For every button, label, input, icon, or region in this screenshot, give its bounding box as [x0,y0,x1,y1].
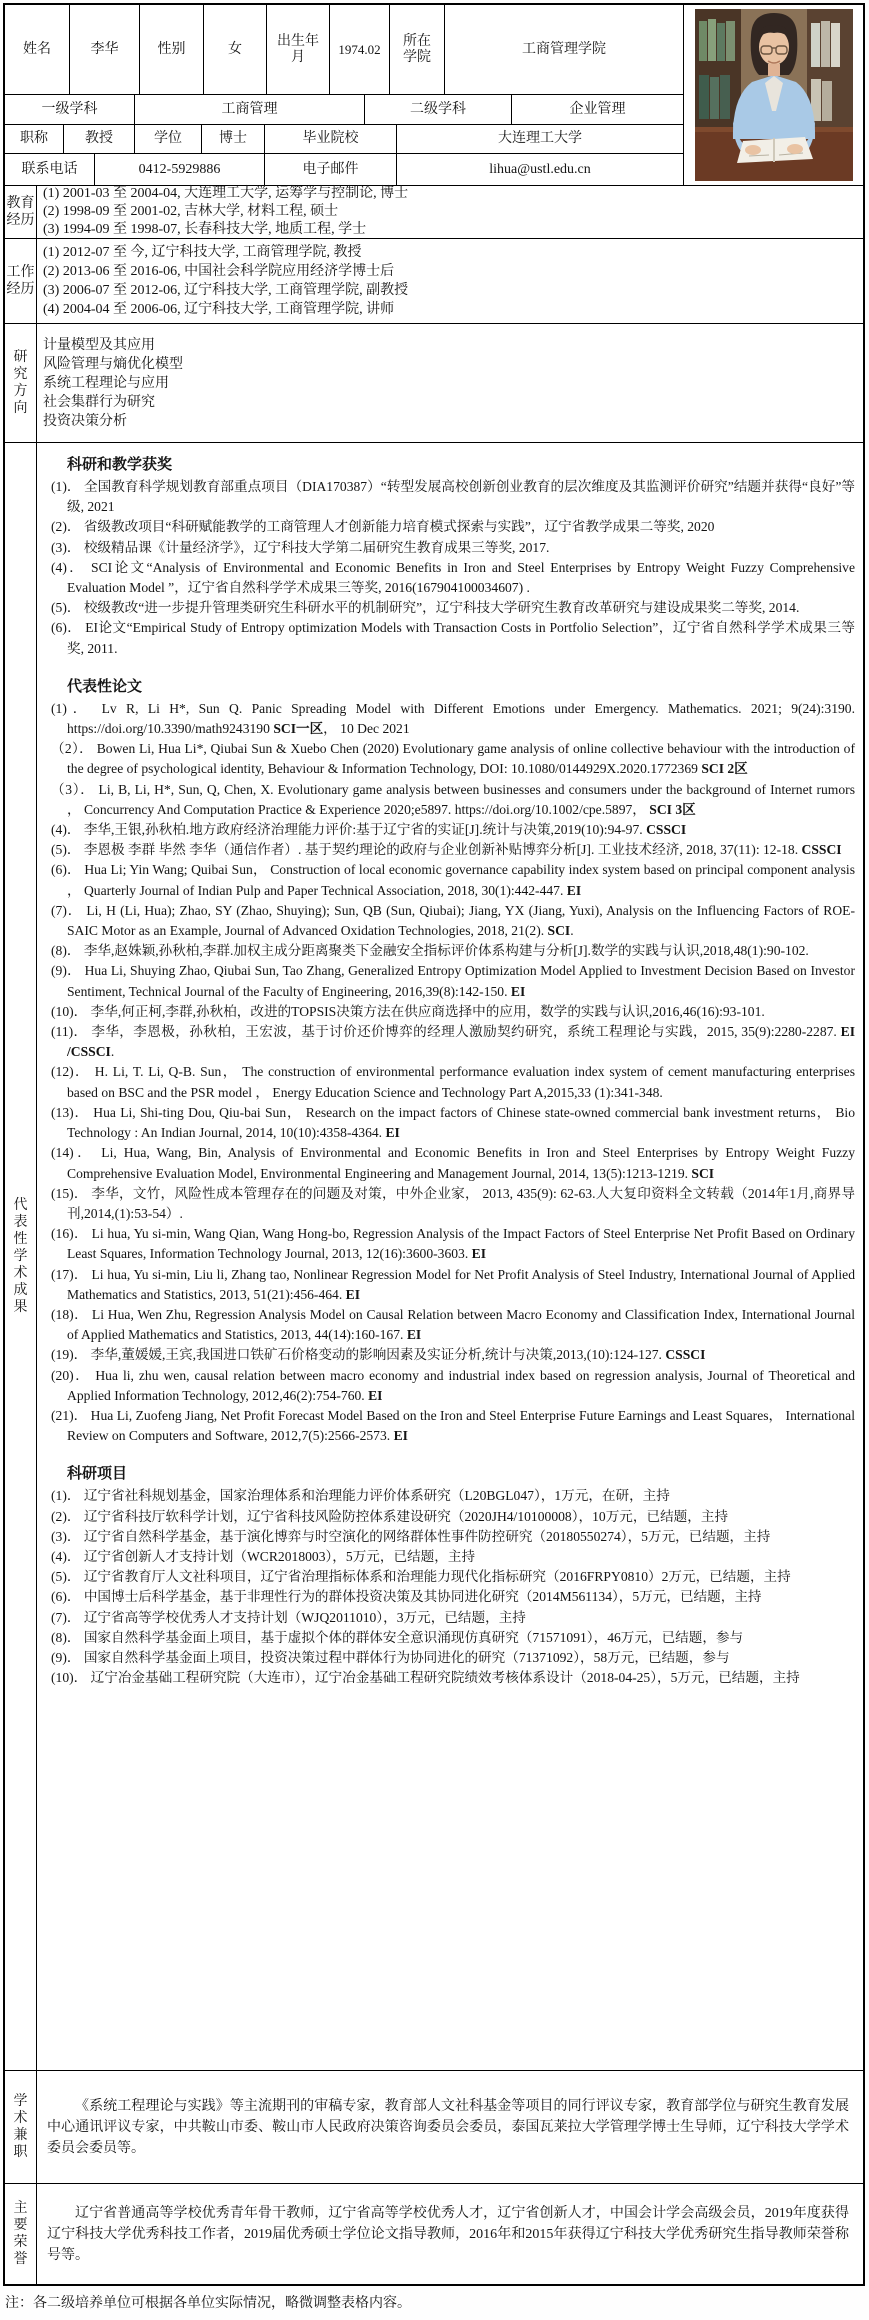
subsection-title: 科研和教学获奖 [67,457,173,473]
phone-label: 联系电话 [5,154,95,186]
list-item: (14)． Li, Hua, Wang, Bin, Analysis of Environmental and Economic Benefits in Iron and Steel Enterprises by Entropy Weight Fuzzy Comprehensive Evaluation Model, Environmental Engineering and Management Journal, 2014, 13(5):1213-1219. SCI [51,1145,855,1181]
section-work [5,239,863,324]
work-content [37,239,863,323]
list-item: (2)． 辽宁省科技厅软科学计划，辽宁省科技风险防控体系建设研究（2020JH4/10100008），10万元，已结题，主持 [51,1508,729,1524]
row-contact [5,154,684,186]
education-label: 教育经历 [5,186,37,238]
email-value: lihua@ustl.edu.cn [397,154,684,186]
alma-value: 大连理工大学 [397,125,684,154]
college-value: 工商管理学院 [445,5,684,95]
email-label: 电子邮件 [265,154,397,186]
text-line: (1) 2012-07 至 今, 辽宁科技大学, 工商管理学院, 教授 [43,245,362,260]
name-value: 李华 [70,5,140,95]
profile-top-block [5,5,863,186]
discipline1-value: 工商管理 [135,95,365,125]
list-item: (4)． 李华,王银,孙秋柏.地方政府经济治理能力评价:基于辽宁省的实证[J].统计与决策,2019(10):94-97. CSSCI [51,822,687,838]
list-item: (17)． Li hua, Yu si-min, Liu li, Zhang tao, Nonlinear Regression Model for Net Profit Analysis of Steel Industry, International Journal of Applied Mathematics and Statistics, 2013, 51(21):456-464. EI [51,1266,855,1302]
text-line: (4) 2004-04 至 2006-06, 辽宁科技大学, 工商管理学院, 讲师 [43,302,395,317]
gender-value: 女 [204,5,267,95]
table-footnote: 注：各二级培养单位可根据各单位实际情况，略微调整表格内容。 [5,2296,411,2311]
education-content [37,186,863,238]
list-item: (11)． 李华，李恩极，孙秋柏，王宏波，基于讨价还价博弈的经理人激励契约研究，系统工程理论与实践，2015, 35(9):2280-2287. EI /CSSCI. [51,1024,855,1060]
list-item: (5)． 辽宁省教育厅人文社科项目，辽宁省治理指标体系和治理能力现代化指标研究（2016FRPY0810）2万元，已结题，主持 [51,1569,791,1585]
profile-table [3,3,865,2286]
text-line: 风险管理与熵优化模型 [43,357,183,372]
text-line: (2) 2013-06 至 2016-06, 中国社会科学院应用经济学博士后 [43,264,395,279]
text-line: 系统工程理论与应用 [43,376,169,391]
discipline1-label: 一级学科 [5,95,135,125]
list-item: (1)． Lv R, Li H*, Sun Q. Panic Spreading Model with Different Emotions under Emergency. Mathematics. 2021; 9(24):3190. https://doi.org/10.3390/math9243190 SCI一区， 10 Dec 2021 [51,700,855,737]
subsection-title: 科研项目 [67,1466,128,1483]
honors-text: 辽宁省普通高等学校优秀青年骨干教师，辽宁省高等学校优秀人才，辽宁省创新人才，中国会计学会高级会员，2019年度获得辽宁科技大学优秀科技工作者，2019届优秀硕士学位论文指导教师，2016年和2015年获得辽宁科技大学优秀研究生指导教师荣誉称号等。 [47,2205,849,2263]
birth-label: 出生年月 [267,5,330,95]
list-item: (9)． 国家自然科学基金面上项目，投资决策过程中群体行为协同进化的研究（71371092），58万元，已结题，参与 [51,1649,730,1665]
text-line: (3) 2006-07 至 2012-06, 辽宁科技大学, 工商管理学院, 副教授 [43,283,409,298]
list-item: (6)． EI论文“Empirical Study of Entropy optimization Models with Transaction Costs in Portfolio Selection”，辽宁省自然科学学术成果三等奖, 2011. [51,620,855,656]
section-honors [5,2184,863,2284]
list-item: （2）． Bowen Li, Hua Li*, Qiubai Sun & Xuebo Chen (2020) Evolutionary game analysis of online collective behaviour with the introduction of the degree of psychological identity, Behaviour & Information Technology, DOI: 10.1080/0144929X.2020.1772369 SCI 2区 [51,741,855,777]
birth-value: 1974.02 [330,5,390,95]
list-item: （3）． Li, B, Li, H*, Sun, Q, Chen, X. Evolutionary game analysis between businesses and consumers under the background of Internet rumors ， Concurrency And Computation Practice & Experience 2020;e5897. https://doi.org/10.1002/cpe.5897， SCI 3区 [51,781,855,817]
text-line: (2) 1998-09 至 2001-02, 吉林大学, 材料工程, 硕士 [43,204,339,219]
discipline2-value: 企业管理 [512,95,684,125]
list-item: (4)． SCI论文“Analysis of Environmental and Economic Benefits in Iron and Steel Enterprises by Entropy Weight Fuzzy Comprehensive Evaluation Model ”，辽宁省自然科学学术成果三等奖, 2016(167904100034607) . [51,559,855,596]
list-item: (3)． 校级精品课《计量经济学》，辽宁科技大学第二届研究生教育成果三等奖, 2017. [51,539,550,555]
list-item: (5)． 李恩极 李群 毕然 李华（通信作者）. 基于契约理论的政府与企业创新补贴博弈分析[J]. 工业技术经济, 2018, 37(11): 12-18. CSSCI [51,842,842,858]
list-item: (8)． 李华,赵姝颖,孙秋柏,李群.加权主成分距离聚类下金融安全指标评价体系构建与分析[J].数学的实践与认识,2018,48(1):90-102. [51,943,809,959]
achievements-label: 代表性学术成果 [5,443,37,2070]
profile-info-grid [5,5,684,186]
list-item: (6)． Hua Li; Yin Wang; Quibai Sun， Construction of local economic governance capability index system based on principal component analysis ， Quarterly Journal of Indian Pulp and Paper Technical Association, 2018, 30(1):442-447. EI [51,862,855,898]
list-item: (6)． 中国博士后科学基金，基于非理性行为的群体投资决策及其协同进化研究（2014M561134），5万元，已结题，主持 [51,1589,762,1605]
academic-service-label: 学术兼职 [5,2071,37,2183]
phone-value: 0412-5929886 [95,154,265,186]
section-education [5,186,863,239]
college-label: 所在学院 [390,5,445,95]
list-item: (7)． 辽宁省高等学校优秀人才支持计划（WJQ2011010），3万元，已结题，主持 [51,1609,526,1625]
research-directions-content [37,324,863,442]
research-directions-label: 研究方向 [5,324,37,442]
list-item: (2)． 省级教改项目“科研赋能教学的工商管理人才创新能力培育模式探索与实践”，辽宁省教学成果二等奖, 2020 [51,519,715,535]
profile-photo-cell [684,5,863,186]
subsection-title: 代表性论文 [67,678,143,695]
text-line: 计量模型及其应用 [43,338,155,353]
list-item: (7)． Li, H (Li, Hua); Zhao, SY (Zhao, Shuying); Sun, QB (Sun, Qiubai); Jiang, YX (Jiang, Yuxi), Analysis on the Influencing Factors of ROE-SAIC Motor as an Example, Journal of Advanced Oxidation Technologies, 2018, 21(2). SCI. [51,902,855,939]
list-item: (5)． 校级教改“进一步提升管理类研究生科研水平的机制研究”，辽宁科技大学研究生教育改革研究与建设成果奖二等奖, 2014. [51,600,800,616]
work-label: 工作经历 [5,239,37,323]
section-research-directions [5,324,863,443]
list-item: (20)． Hua li, zhu wen, causal relation between macro economy and industrial index based on regression analysis, Journal of Theoretical and Applied Information Technology, 2012,46(2):754-760. EI [51,1367,855,1403]
list-item: (10)． 辽宁冶金基础工程研究院（大连市），辽宁冶金基础工程研究院绩效考核体系设计（2018-04-25），5万元，已结题，主持 [51,1670,800,1686]
list-item: (9)． Hua Li, Shuying Zhao, Qiubai Sun, Tao Zhang, Generalized Entropy Optimization Model Applied to Investment Decision Based on Investor Sentiment, Technical Journal of the Faculty of Engineering, 2016,39(8):142-150. EI [51,963,855,999]
text-line: (3) 1994-09 至 1998-07, 长春科技大学, 地质工程, 学士 [43,222,367,237]
gender-label: 性别 [140,5,204,95]
text-line: 社会集群行为研究 [43,395,155,410]
list-item: (3)． 辽宁省自然科学基金，基于演化博弈与时空演化的网络群体性事件防控研究（20180550274），5万元，已结题，主持 [51,1528,771,1544]
honors-label: 主要荣誉 [5,2184,37,2284]
list-item: (13)． Hua Li, Shi-ting Dou, Qiu-bai Sun， Research on the impact factors of Chinese state-owned commercial bank investment returns， Bio Technology : An Indian Journal, 2014, 10(10):4358-4364. EI [51,1104,855,1141]
discipline2-label: 二级学科 [365,95,512,125]
row-title-degree [5,125,684,154]
list-item: (1)． 辽宁省社科规划基金，国家治理体系和治理能力评价体系研究（L20BGL047），1万元，在研，主持 [51,1488,670,1504]
degree-label: 学位 [135,125,202,154]
alma-label: 毕业院校 [265,125,397,154]
list-item: (12)． H. Li, T. Li, Q-B. Sun， The construction of environmental performance evaluation index system of cement manufacturing enterprises based on BSC and the PSR model ， Energy Education Science and Technology Part A,2015,33 (1):341-348. [51,1064,855,1100]
honors-content [37,2184,863,2284]
section-academic-service [5,2071,863,2184]
profile-photo [695,9,853,181]
list-item: (1)． 全国教育科学规划教育部重点项目（DIA170387）“转型发展高校创新创业教育的层次维度及其监测评价研究”结题并获得“良好”等级, 2021 [51,479,855,515]
achievements-content [37,443,863,2070]
list-item: (16)． Li hua, Yu si-min, Wang Qian, Wang Hong-bo, Regression Analysis of the Impact Factors of Steel Enterprise Net Profit Based on Ordinary Least Squares, Information Technology Journal, 2013, 12(16):3600-3603. EI [51,1226,855,1262]
text-line: 投资决策分析 [43,414,127,429]
degree-value: 博士 [202,125,265,154]
list-item: (18)． Li Hua, Wen Zhu, Regression Analysis Model on Causal Relation between Macro Economy and Classification Index, International Journal of Applied Mathematics and Statistics, 2013, 44(14):160-167. EI [51,1306,855,1343]
title-label: 职称 [5,125,64,154]
section-achievements [5,443,863,2071]
text-line: (1) 2001-03 至 2004-04, 大连理工大学, 运筹学与控制论, 博士 [43,186,409,201]
list-item: (21)． Hua Li, Zuofeng Jiang, Net Profit Forecast Model Based on the Iron and Steel Enterprise Future Earnings and Least Squares， International Review on Computers and Software, 2012,7(5):2566-2573. EI [51,1407,855,1444]
list-item: (8)． 国家自然科学基金面上项目，基于虚拟个体的群体安全意识涌现仿真研究（71571091），46万元，已结题，参与 [51,1629,744,1645]
list-item: (15)． 李华，文竹，风险性成本管理存在的问题及对策，中外企业家， 2013, 435(9): 62-63.人大复印资料全文转载（2014年1月,商界导刊,2014,(1):53-54）. [51,1185,855,1221]
name-label: 姓名 [5,5,70,95]
row-disciplines [5,95,684,125]
academic-service-content [37,2071,863,2183]
academic-service-text: 《系统工程理论与实践》等主流期刊的审稿专家，教育部人文社科基金等项目的同行评议专家，教育部学位与研究生教育发展中心通讯评议专家，中共鞍山市委、鞍山市人民政府决策咨询委员会委员，泰国瓦莱拉大学管理学博士生导师，辽宁科技大学学术委员会委员等。 [47,2098,849,2156]
row-basic-info [5,5,684,95]
title-value: 教授 [64,125,135,154]
list-item: (4)． 辽宁省创新人才支持计划（WCR2018003），5万元，已结题，主持 [51,1548,476,1564]
list-item: (10)． 李华,何正柯,李群,孙秋柏，改进的TOPSIS决策方法在供应商选择中的应用，数学的实践与认识,2016,46(16):93-101. [51,1003,765,1019]
list-item: (19)． 李华,董媛媛,王宾,我国进口铁矿石价格变动的影响因素及实证分析,统计与决策,2013,(10):124-127. CSSCI [51,1347,706,1363]
